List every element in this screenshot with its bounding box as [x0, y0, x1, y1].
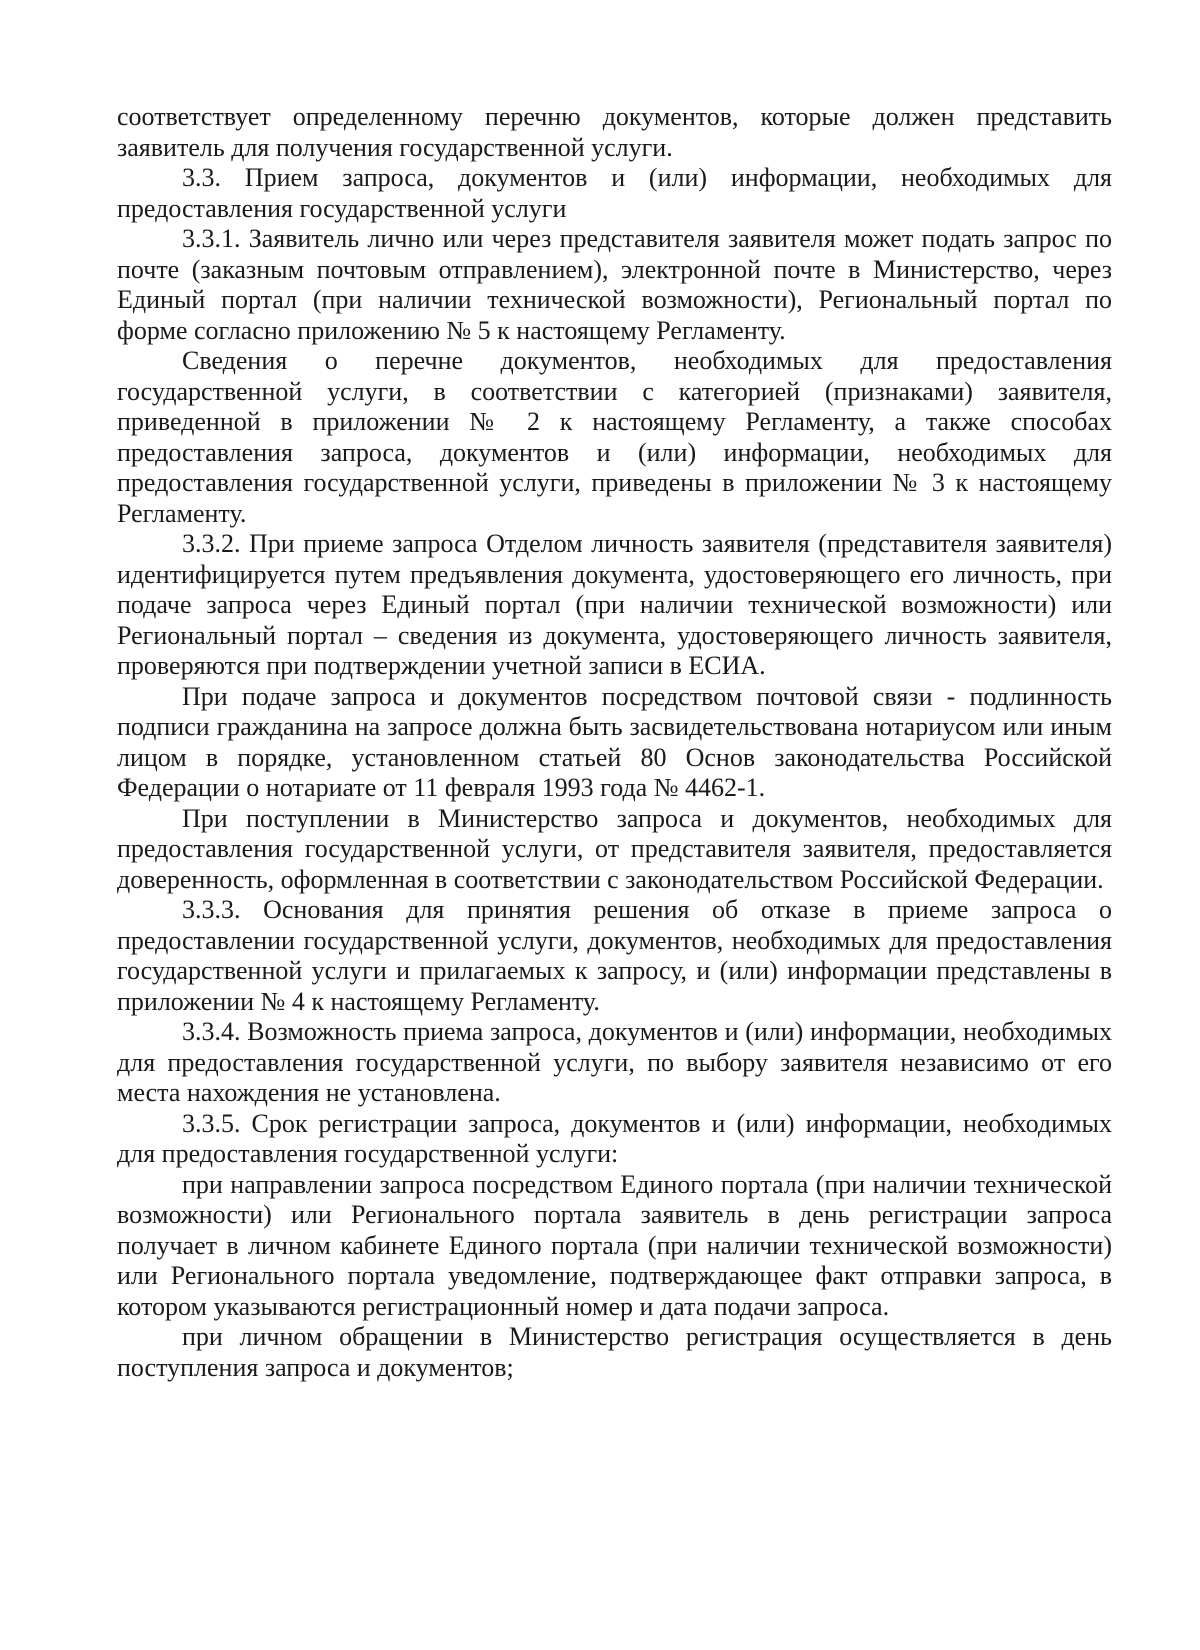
paragraph-personal-registration: при личном обращении в Министерство регистрация осуществляется в день поступления запроса и документов; — [117, 1322, 1112, 1382]
paragraph-3-3-5: 3.3.5. Срок регистрации запроса, документов и (или) информации, необходимых для предоставления государственной услуги: — [117, 1108, 1112, 1168]
document-body — [117, 102, 1112, 1383]
paragraph-postal-submission: При подаче запроса и документов посредством почтовой связи - подлинность подписи гражданина на запросе должна быть засвидетельствована нотариусом или иным лицом в порядке, установленном статьей 80 Основ законодательства Российской Федерации о нотариате от 11 февраля 1993 года № 4462-1. — [117, 681, 1112, 802]
paragraph-section-3-3: 3.3. Прием запроса, документов и (или) информации, необходимых для предоставления государственной услуги — [117, 163, 1112, 223]
paragraph-3-3-3: 3.3.3. Основания для принятия решения об отказе в приеме запроса о предоставлении государственной услуги, документов, необходимых для предоставления государственной услуги и прилагаемых к запросу, и (или) информации представлены в приложении № 4 к настоящему Регламенту. — [117, 895, 1112, 1016]
paragraph-3-3-2: 3.3.2. При приеме запроса Отделом личность заявителя (представителя заявителя) идентифицируется путем предъявления документа, удостоверяющего его личность, при подаче запроса через Единый портал (при наличии технической возможности) или Региональный портал – сведения из документа, удостоверяющего личность заявителя, проверяются при подтверждении учетной записи в ЕСИА. — [117, 529, 1112, 680]
paragraph-document-list: Сведения о перечне документов, необходимых для предоставления государственной услуги, в соответствии с категорией (признаками) заявителя, приведенной в приложении № 2 к настоящему Регламенту, а также способах предоставления запроса, документов и (или) информации, необходимых для предоставления государственной услуги, приведены в приложении № 3 к настоящему Регламенту. — [117, 346, 1112, 528]
paragraph-continuation: соответствует определенному перечню документов, которые должен представить заявитель для получения государственной услуги. — [117, 102, 1112, 162]
paragraph-3-3-4: 3.3.4. Возможность приема запроса, документов и (или) информации, необходимых для предоставления государственной услуги, по выбору заявителя независимо от его места нахождения не установлена. — [117, 1017, 1112, 1107]
paragraph-representative: При поступлении в Министерство запроса и документов, необходимых для предоставления государственной услуги, от представителя заявителя, предоставляется доверенность, оформленная в соответствии с законодательством Российской Федерации. — [117, 803, 1112, 894]
paragraph-portal-registration: при направлении запроса посредством Единого портала (при наличии технической возможности) или Регионального портала заявитель в день регистрации запроса получает в личном кабинете Единого портала (при наличии технической возможности) или Регионального портала уведомление, подтверждающее факт отправки запроса, в котором указываются регистрационный номер и дата подачи запроса. — [117, 1169, 1112, 1321]
paragraph-3-3-1: 3.3.1. Заявитель лично или через представителя заявителя может подать запрос по почте (заказным почтовым отправлением), электронной почте в Министерство, через Единый портал (при наличии технической возможности), Региональный портал по форме согласно приложению № 5 к настоящему Регламенту. — [117, 224, 1112, 345]
